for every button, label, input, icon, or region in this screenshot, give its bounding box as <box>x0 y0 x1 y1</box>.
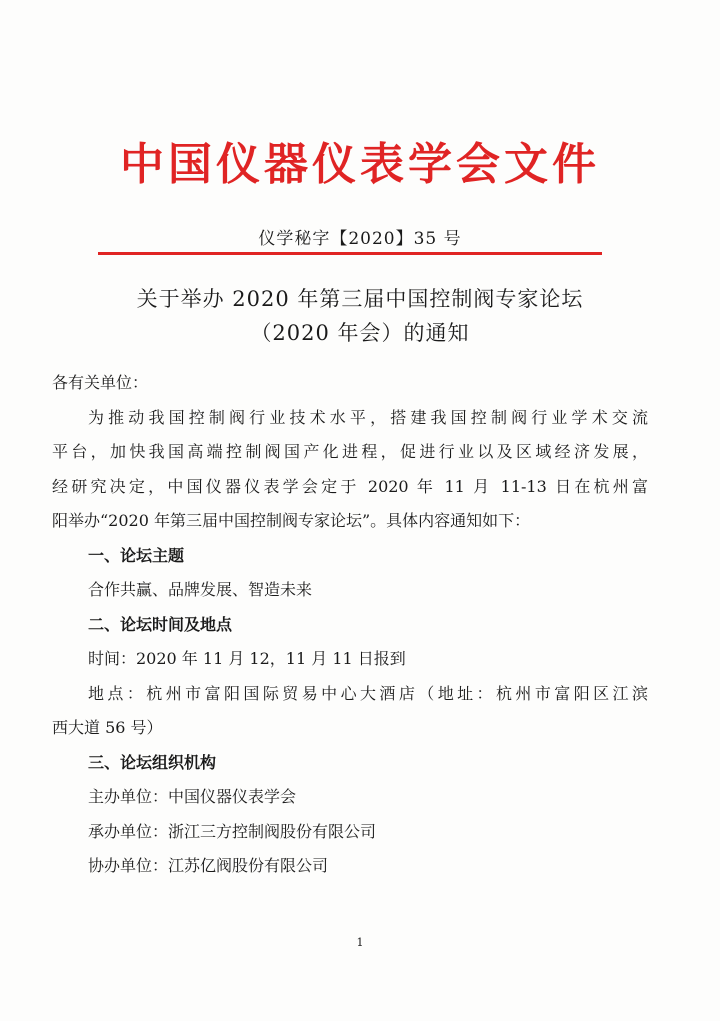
notice-body <box>52 366 648 884</box>
co-organizer-unit: 协办单位：江苏亿阀股份有限公司 <box>88 856 329 875</box>
section-1-heading: 一、论坛主题 <box>88 545 185 565</box>
salutation: 各有关单位： <box>52 373 149 392</box>
intro-line-3: 经研究决定，中国仪器仪表学会定于 2020 年 11 月 11-13 日在杭州富 <box>52 476 648 496</box>
section-3-heading: 三、论坛组织机构 <box>88 752 217 772</box>
masthead-title: 中国仪器仪表学会文件 <box>120 139 600 190</box>
intro-line-2: 平台，加快我国高端控制阀国产化进程，促进行业以及区域经济发展， <box>52 442 648 461</box>
section-1-text: 合作共赢、品牌发展、智造未来 <box>88 580 313 599</box>
notice-title <box>0 282 720 350</box>
forum-place-line-2: 西大道 56 号） <box>52 718 163 737</box>
forum-time: 时间：2020 年 11 月 12，11 月 11 日报到 <box>88 649 406 668</box>
notice-title-line-1: 关于举办 2020 年第三届中国控制阀专家论坛 <box>136 287 584 311</box>
organizer-unit: 承办单位：浙江三方控制阀股份有限公司 <box>88 821 377 841</box>
host-unit: 主办单位：中国仪器仪表学会 <box>88 787 297 806</box>
document-number: 仪学秘字【2020】35 号 <box>258 229 462 249</box>
section-2-heading: 二、论坛时间及地点 <box>88 614 233 634</box>
intro-line-4: 阳举办“2020 年第三届中国控制阀专家论坛”。具体内容通知如下： <box>52 511 531 530</box>
forum-place-line-1: 地点：杭州市富阳国际贸易中心大酒店（地址：杭州市富阳区江滨 <box>88 683 648 703</box>
intro-line-1: 为推动我国控制阀行业技术水平，搭建我国控制阀行业学术交流 <box>88 407 648 427</box>
notice-title-line-2: （2020 年会）的通知 <box>250 321 470 345</box>
page-number: 1 <box>356 936 364 949</box>
red-divider-line <box>98 252 602 255</box>
